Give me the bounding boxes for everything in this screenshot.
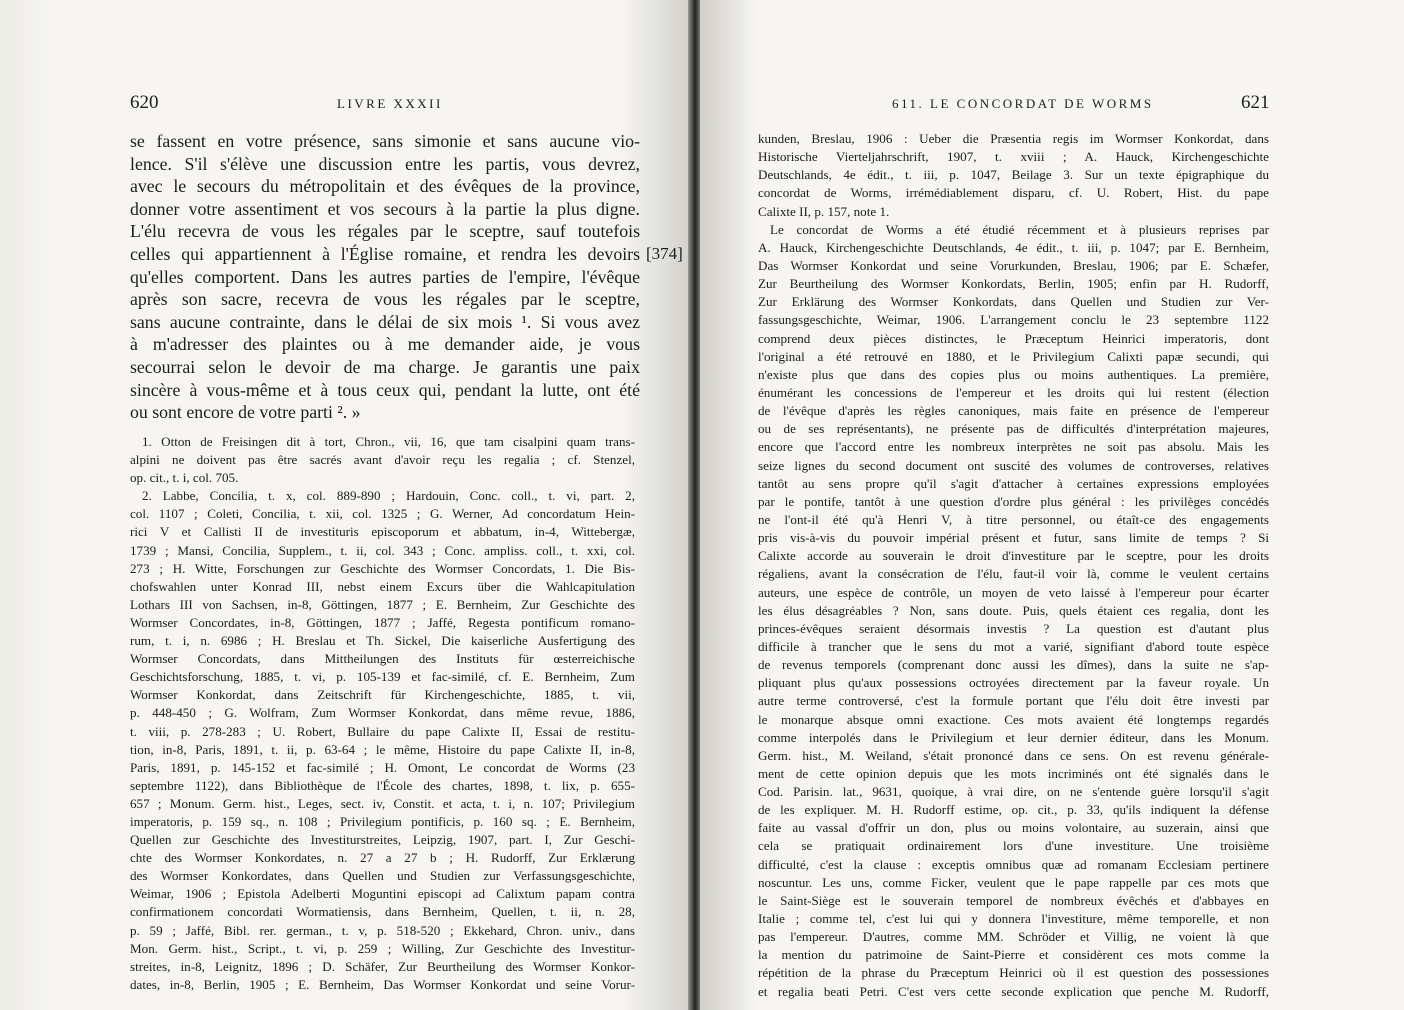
text-line: par le pontife, tantôt à une question d'ordre plus général : les privilèges concédés <box>758 493 1269 509</box>
text-line: Cod. Parisin. lat., 9631, quoique, à vrai dire, on ne s'entende guère lorsqu'il s'agit <box>758 784 1269 800</box>
text-line: répétition de la phrase du Præceptum Heinrici où il est question des possessiones <box>758 965 1269 981</box>
footnote-line: p. 59 ; Jaffé, Bibl. rer. german., t. v, p. 518-520 ; Ekkehard, Chron. univ., dans <box>130 922 635 938</box>
page-number-left: 620 <box>130 92 159 113</box>
footnote-line: tion, in-8, Paris, 1891, t. ii, p. 63-64 ; le même, Histoire du pape Calixte II, in-8, <box>130 741 635 757</box>
footnote-line: chte des Wormser Konkordates, n. 27 a 27 b ; H. Rudorff, Zur Erklærung <box>130 850 635 866</box>
footnote-line: confirmationem concordati Wormatiensis, dans Bernheim, Quellen, t. ii, n. 28, <box>130 904 635 920</box>
text-line: et regalia beati Petri. C'est vers cette seconde explication que penche M. Rudorff, <box>758 983 1269 999</box>
footnote-line: p. 448-450 ; G. Wolfram, Zum Wormser Konkordat, dans même revue, 1886, <box>130 705 635 721</box>
text-line: la mention du patrimoine de Saint-Pierre et considèrent ces mots comme la <box>758 947 1269 963</box>
text-line: comme interpolés dans le Privilegium et leur dernier éditeur, dans les Monum. <box>758 729 1269 745</box>
running-head-right: 611. LE CONCORDAT DE WORMS <box>892 96 1154 111</box>
footnote-line: 1739 ; Mansi, Concilia, Supplem., t. ii, col. 343 ; Conc. ampliss. coll., t. xxi, col. <box>130 542 635 558</box>
body-line: sans aucune contrainte, dans le délai de six mois ¹. Si vous avez <box>130 311 640 332</box>
footnote-line: 2. Labbe, Concilia, t. x, col. 889-890 ; Hardouin, Conc. coll., t. vi, part. 2, <box>142 488 635 504</box>
text-line: pas l'empereur. D'autres, comme MM. Schröder et Villig, ne voient là que <box>758 929 1269 945</box>
page-number-right: 621 <box>1241 92 1270 113</box>
footnote-line: rici V et Callisti II de investituris episcoporum et abbatum, in-4, Wittebergæ, <box>130 524 635 540</box>
text-line: les élus désagréables ? Non, sans doute. Puis, quels étaient ces regalia, dont les <box>758 602 1269 618</box>
footnote-line: des Wormser Konkordates, dans Quellen und Studien zur Verfassungsgeschichte, <box>130 868 635 884</box>
left-page <box>0 0 690 1010</box>
footnote-line: Quellen zur Geschichte des Investiturstreites, Leipzig, 1907, part. I, Zur Geschi- <box>130 832 635 848</box>
body-line: à m'adresser des plaintes ou à me demander aide, je vous <box>130 334 640 355</box>
text-line: Deutschlands, 4e édit., t. iii, p. 1047, Beilage 3. Sur un texte épigraphique du <box>758 167 1269 183</box>
text-line: régaliens, avant la consécration de l'élu, faut-il voir là, comme le veulent certains <box>758 566 1269 582</box>
text-line: Historische Vierteljahrschrift, 1907, t. xviii ; A. Hauck, Kirchengeschichte <box>758 149 1269 165</box>
footnote-line: Wormser Konkordat, dans Zeitschrift für Kirchengeschichte, 1885, t. vii, <box>130 687 635 703</box>
text-line: ne l'ont-il été qu'à Henri V, à titre personnel, ou étaît-ce des engagements <box>758 511 1269 527</box>
footnote-line: 1. Otton de Freisingen dit à tort, Chron., vii, 16, que tam cisalpini quam trans- <box>142 434 635 449</box>
text-line: Calixte accorde au souverain le droit d'investiture par le sceptre, pour les droits <box>758 548 1269 564</box>
text-line: ment de cette opinion depuis que les mots incriminés ont été signalés dans le <box>758 765 1269 781</box>
text-line: Zur Beurtheilung des Wormser Konkordats, Berlin, 1905; enfin par H. Rudorff, <box>758 276 1269 292</box>
text-line: comprend deux pièces distinctes, le Præceptum Heinrici imperatoris, dont <box>758 330 1269 346</box>
text-line: A. Hauck, Kirchengeschichte Deutschlands, 4e édit., t. iii, p. 1047; par E. Bernheim, <box>758 239 1269 255</box>
footnote-line: chofswahlen unter Konrad III, nebst einem Excurs über die Wahlcapitulation <box>130 578 635 594</box>
text-line: Italie ; comme tel, c'est lui qui y donnera l'investiture, même temporelle, et non <box>758 911 1269 927</box>
text-line: le monarque absque omni exactione. Ces mots avaient été longtemps regardés <box>758 711 1269 727</box>
body-line: lence. S'il s'élève une discussion entre les partis, vous devrez, <box>130 153 640 174</box>
text-line: de l'évêque d'après les règles canoniques, mais faite en présence de l'empereur <box>758 403 1269 419</box>
footnote-line: Weimar, 1906 ; Epistola Adelberti Moguntini episcopi ad Calixtum papam contra <box>130 886 635 902</box>
body-line: donner votre assentiment et vos secours à la partie la plus digne. <box>130 198 640 219</box>
body-line: se fassent en votre présence, sans simonie et sans aucune vio- <box>130 131 640 151</box>
footnote-line: col. 1107 ; Coleti, Concilia, t. xii, col. 1325 ; G. Werner, Ad concordatum Hein- <box>130 506 635 522</box>
text-line: Calixte II, p. 157, note 1. <box>758 203 890 219</box>
text-line: Das Wormser Konkordat und seine Vorurkunden, Breslau, 1906; par E. Schæfer, <box>758 257 1269 273</box>
text-line: cela se pratiquait ordinairement lors d'une investiture. Une troisième <box>758 838 1269 854</box>
body-line: sincère à vous-même et à tous ceux qui, pendant la lutte, ont été <box>130 379 640 400</box>
margin-note: [374] <box>646 244 683 263</box>
text-line: de revenus temporels (comprenant donc aussi les dîmes), dans la suite ne s'ap- <box>758 657 1269 673</box>
text-line: princes-évêques seraient désormais investis ? La question est d'autant plus <box>758 620 1269 636</box>
text-line: fassungsgeschichte, Weimar, 1906. L'arrangement conclu le 23 septembre 1122 <box>758 312 1269 328</box>
text-line: Zur Erklärung des Wormser Konkordats, dans Quellen und Studien zur Ver- <box>758 294 1269 310</box>
body-line: qu'elles comportent. Dans les autres parties de l'empire, l'évêque <box>130 266 640 287</box>
text-line: ou de ses représentants), ne présente pas de difficultés d'interprétation majeures, <box>758 421 1269 437</box>
footnote-line: dates, in-8, Berlin, 1905 ; E. Bernheim, Das Wormser Konkordat und seine Vorur- <box>130 976 635 992</box>
text-line: énumérant les concessions de l'empereur et les droits qui lui restent (élection <box>758 384 1269 400</box>
right-text <box>758 130 1269 1001</box>
text-line: de les expliquer. M. H. Rudorff estime, op. cit., p. 33, qu'ils indiquent la défense <box>758 802 1269 818</box>
text-line: concordat de Worms, irrémédiablement disparu, cf. U. Robert, Hist. du pape <box>758 185 1269 201</box>
body-line: L'élu recevra de vous les régales par le sceptre, sauf toutefois <box>130 221 640 242</box>
footnote-line: op. cit., t. i, col. 705. <box>130 470 239 486</box>
text-line: difficulté, c'est la clause : exceptis omnibus quæ ad romanam Ecclesiam pertinere <box>758 856 1269 872</box>
text-line: n'existe plus que dans des copies plus ou moins authentiques. La première, <box>758 366 1269 382</box>
footnote-line: alpini ne doivent pas être sacrés avant d'avoir reçu les regalia ; cf. Stenzel, <box>130 452 635 468</box>
text-line: l'original a été retrouvé en 1880, et le Privilegium Calixti papæ secundi, qui <box>758 348 1269 364</box>
text-line: Le concordat de Worms a été étudié récemment et à plusieurs reprises par <box>770 221 1269 237</box>
text-line: faite au vassal d'offrir un don, plus ou moins volontaire, au suzerain, ainsi que <box>758 820 1269 836</box>
text-line: Germ. hist., M. Weiland, s'était prononcé dans ce sens. On est revenu générale- <box>758 747 1269 763</box>
footnote-line: imperatoris, p. 159 sq., n. 108 ; Privilegium pontificis, p. 160 sq. ; E. Bernheim, <box>130 813 635 829</box>
footnotes <box>130 433 635 994</box>
text-line: pris vis-à-vis du pouvoir impérial présent et futur, sans limite de temps ? Si <box>758 530 1269 546</box>
text-line: pliquant plus qu'aux possessions octroyées directement par la faveur royale. Un <box>758 675 1269 691</box>
text-line: le Saint-Siège est le souverain temporel de nombreux évêchés et d'abbayes en <box>758 892 1269 908</box>
footnote-line: t. viii, p. 278-283 ; U. Robert, Bullaire du pape Calixte II, Essai de restitu- <box>130 723 635 739</box>
footnote-line: Wormser Concordats, dans Mittheilungen des Instituts für œsterreichische <box>130 651 635 667</box>
running-head-left: LIVRE XXXII <box>337 96 443 111</box>
body-line: ou sont encore de votre parti ². » <box>130 402 361 423</box>
footnote-line: Mon. Germ. hist., Script., t. vi, p. 259 ; Willing, Zur Geschichte des Investitur- <box>130 940 635 956</box>
body-line: avec le secours du métropolitain et des évêques de la province, <box>130 176 640 197</box>
body-line: celles qui appartiennent à l'Église romaine, et rendra les devoirs <box>130 243 640 264</box>
text-line: kunden, Breslau, 1906 : Ueber die Præsentia regis im Wormser Konkordat, dans <box>758 131 1269 146</box>
text-line: encore que l'accord entre les nombreux interprètes ne soit pas absolu. Mais les <box>758 439 1269 455</box>
footnote-line: Geschichtsforschung, 1885, t. vi, p. 105-139 et fac-similé, cf. E. Bernheim, Zum <box>130 669 635 685</box>
footnote-line: streites, in-8, Leignitz, 1896 ; D. Schäfer, Zur Beurtheilung des Wormser Konkor- <box>130 958 635 974</box>
footnote-line: Lothars III von Sachsen, in-8, Göttingen, 1877 ; E. Bernheim, Zur Geschichte des <box>130 596 635 612</box>
text-line: tantôt au sens propre qu'il s'agit d'attacher à certaines expressions employées <box>758 475 1269 491</box>
text-line: difficile à trancher que le sens du mot a varié, signifiant d'abord toute espèce <box>758 638 1269 654</box>
body-line: après son sacre, recevra de vous les régales par le sceptre, <box>130 289 640 310</box>
text-line: noscuntur. Les uns, comme Ficker, veulent que le pape rappelle par ces mots que <box>758 874 1269 890</box>
footnote-line: Paris, 1891, p. 145-152 et fac-similé ; H. Omont, Le concordat de Worms (23 <box>130 759 635 775</box>
footnote-line: 273 ; H. Witte, Forschungen zur Geschichte des Wormser Concordats, 1. Die Bis- <box>130 560 635 576</box>
body-line: secourrai selon le devoir de ma charge. Je garantis une paix <box>130 356 640 377</box>
footnote-line: Wormser Concordates, in-8, Göttingen, 1877 ; Jaffé, Regesta pontificum romano- <box>130 614 635 630</box>
footnote-line: rum, t. i, n. 6986 ; H. Breslau et Th. Sickel, Die kaiserliche Ausfertigung des <box>130 633 635 649</box>
footnote-line: 657 ; Monum. Germ. hist., Leges, sect. iv, Constit. et acta, t. i, n. 107; Privilegium <box>130 795 635 811</box>
text-line: seize lignes du second document ont suscité des volumes de controverses, relatives <box>758 457 1269 473</box>
text-line: auteurs, une espèce de contrôle, un moyen de veto laissé à l'empereur pour écarter <box>758 584 1269 600</box>
text-line: autre terme controversé, c'est la formule portant que l'élu doit être investi par <box>758 693 1269 709</box>
main-text <box>130 130 640 424</box>
footnote-line: septembre 1122), dans Bibliothèque de l'École des chartes, 1898, t. lix, p. 655- <box>130 777 635 793</box>
